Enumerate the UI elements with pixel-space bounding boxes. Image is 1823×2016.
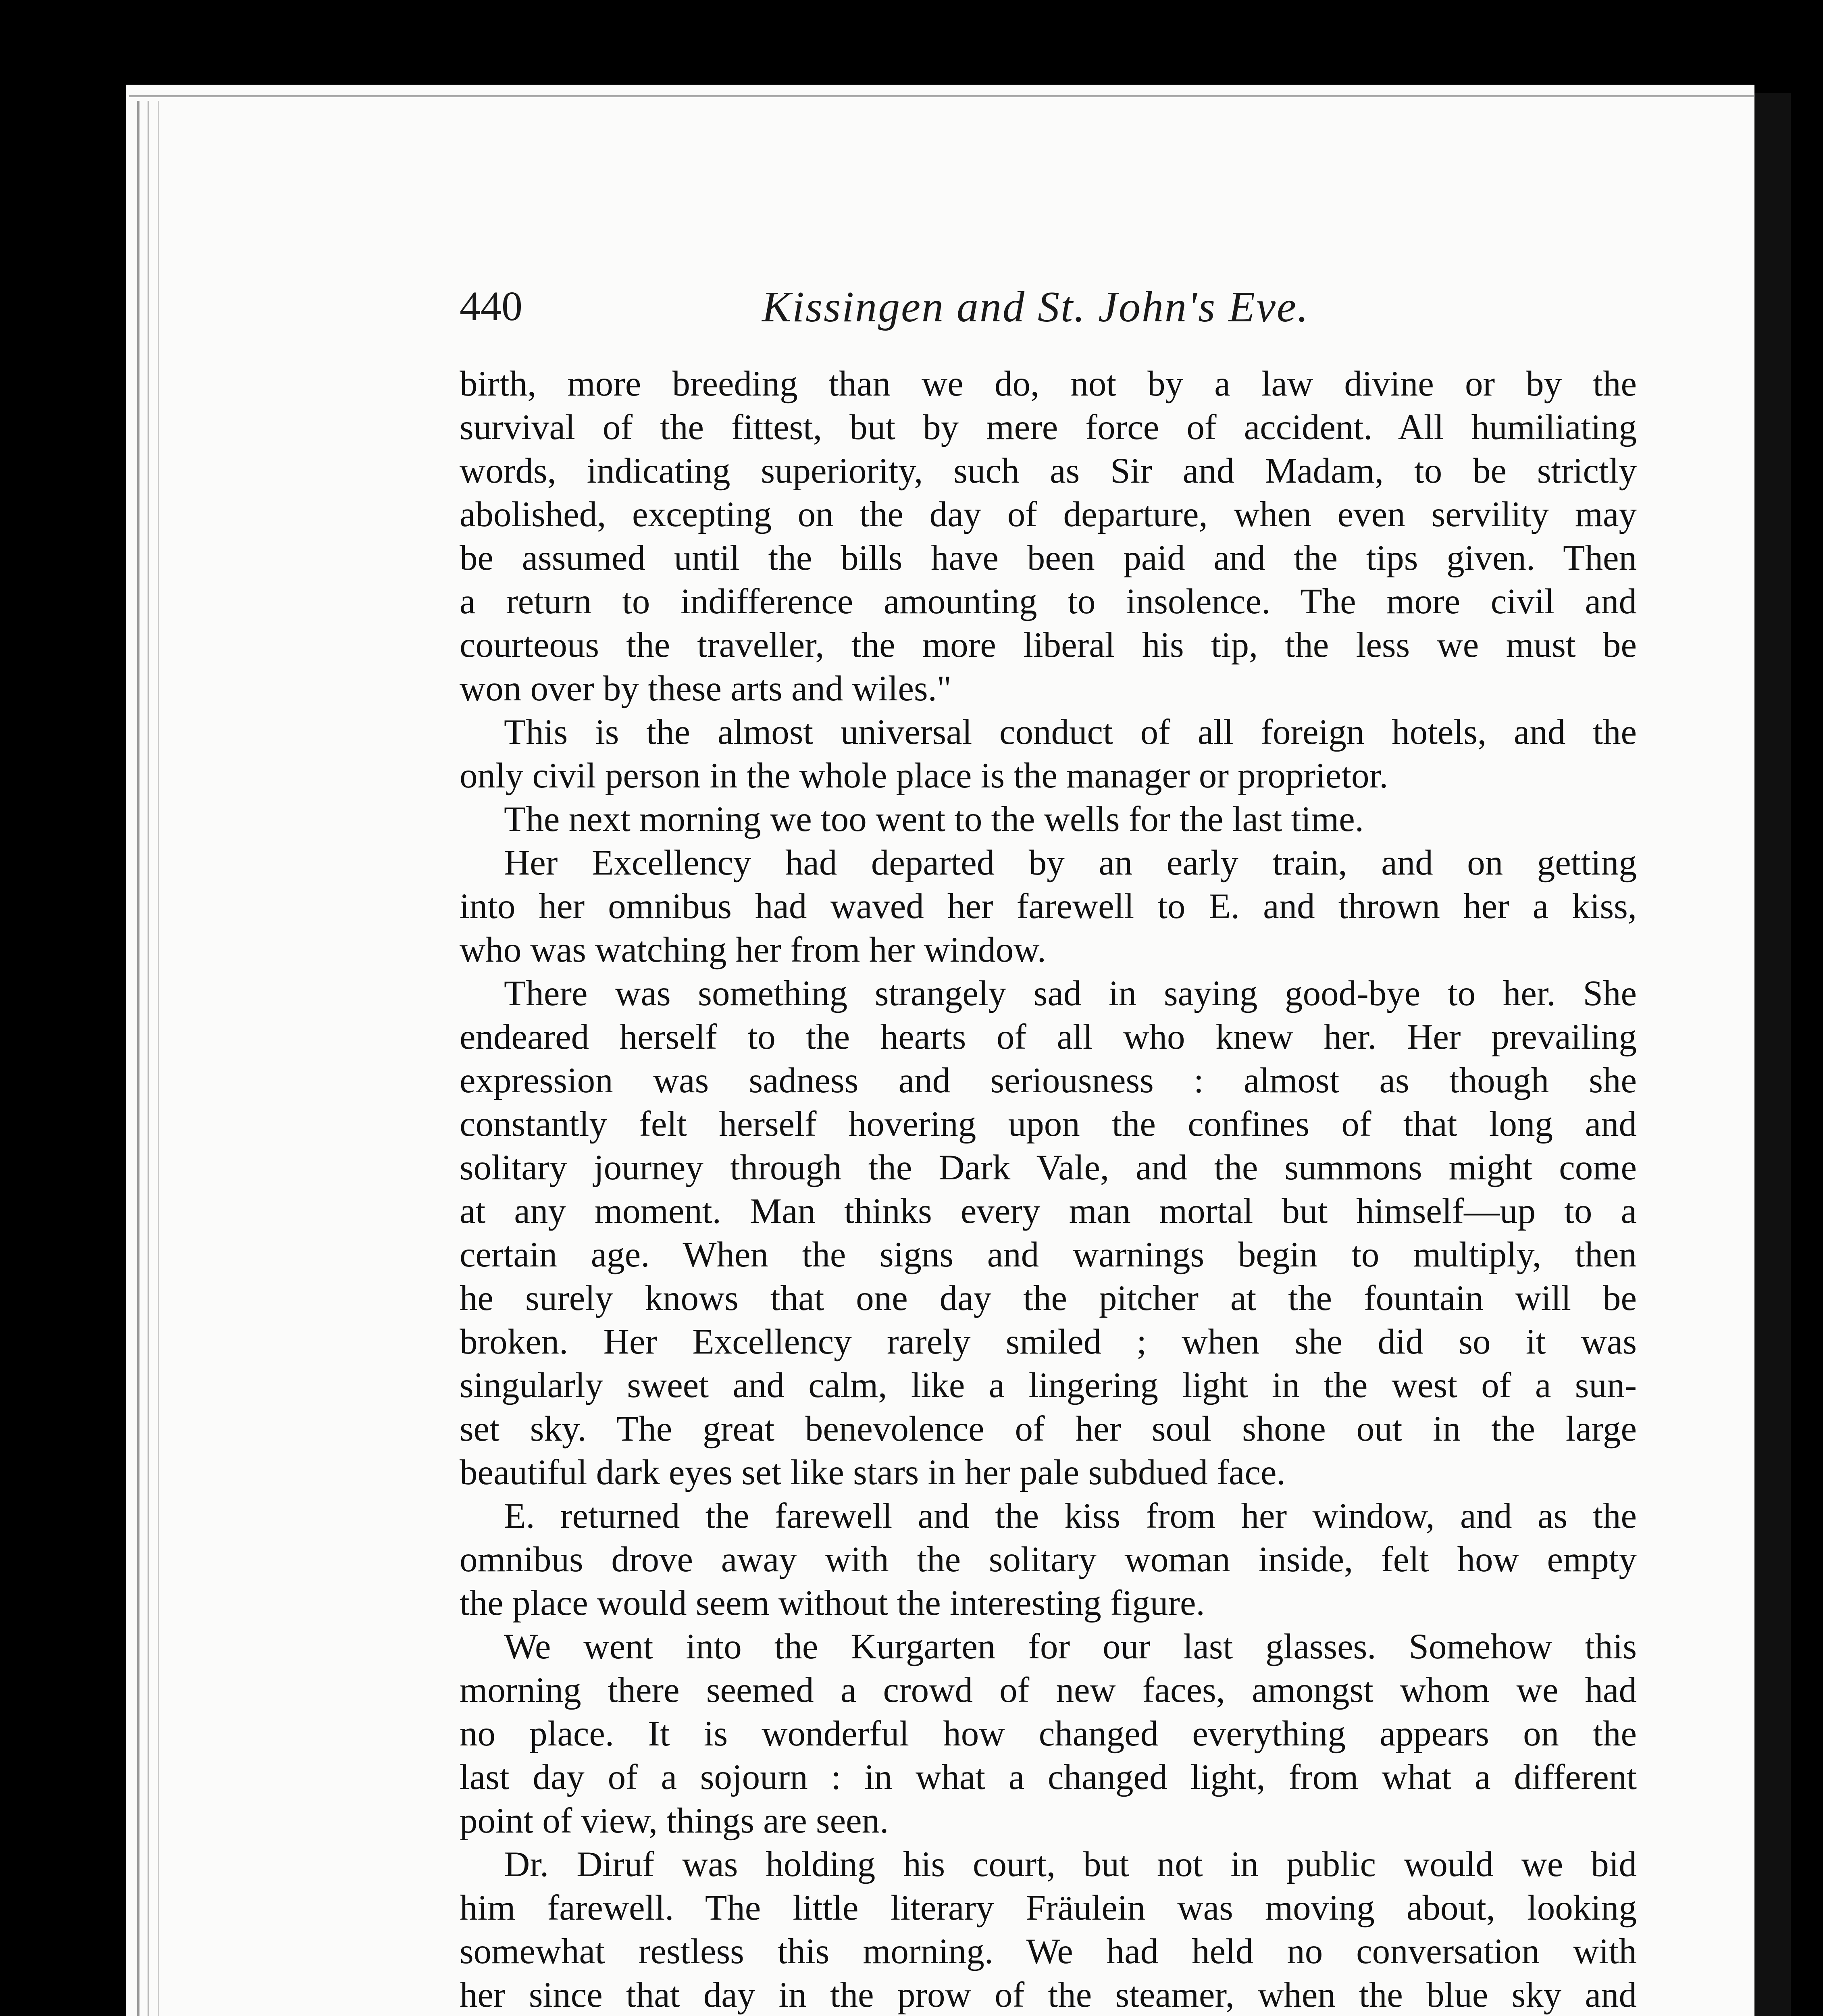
text-line: he surely knows that one day the pitcher at the fountain will be (460, 1279, 1637, 1318)
running-header (460, 278, 1641, 343)
book-spine-shadow (1754, 93, 1791, 2016)
page-left-edge (137, 101, 139, 2016)
page-top-edge (129, 95, 1754, 97)
text-line: The next morning we too went to the wells for the last time. (504, 800, 1364, 839)
page-left-edge-inner (148, 101, 149, 2016)
text-line: somewhat restless this morning. We had held no conversation with (460, 1932, 1637, 1971)
text-line: certain age. When the signs and warnings begin to multiply, then (460, 1235, 1637, 1275)
text-line: omnibus drove away with the solitary woman inside, felt how empty (460, 1540, 1637, 1579)
body-text (460, 362, 1637, 2016)
text-line: last day of a sojourn : in what a changed light, from what a different (460, 1758, 1637, 1797)
text-line: broken. Her Excellency rarely smiled ; when she did so it was (460, 1322, 1637, 1362)
text-line: E. returned the farewell and the kiss from her window, and as the (504, 1496, 1637, 1536)
text-line: into her omnibus had waved her farewell to E. and thrown her a kiss, (460, 887, 1637, 926)
text-line: singularly sweet and calm, like a lingering light in the west of a sun- (460, 1366, 1637, 1405)
text-line: point of view, things are seen. (460, 1801, 889, 1841)
text-line: This is the almost universal conduct of all foreign hotels, and the (504, 712, 1637, 752)
text-line: abolished, excepting on the day of departure, when even servility may (460, 495, 1637, 534)
text-line: courteous the traveller, the more liberal his tip, the less we must be (460, 625, 1637, 665)
text-line: no place. It is wonderful how changed everything appears on the (460, 1714, 1637, 1754)
text-line: who was watching her from her window. (460, 930, 1046, 970)
text-line: be assumed until the bills have been paid and the tips given. Then (460, 538, 1637, 578)
running-title: Kissingen and St. John's Eve. (762, 283, 1309, 331)
text-line: her since that day in the prow of the steamer, when the blue sky and (460, 1975, 1637, 2015)
page-left-edge-innermost (158, 101, 159, 2016)
text-line: solitary journey through the Dark Vale, and the summons might come (460, 1148, 1637, 1187)
text-line: We went into the Kurgarten for our last glasses. Somehow this (504, 1627, 1637, 1666)
text-line: survival of the fittest, but by mere force of accident. All humiliating (460, 408, 1637, 447)
text-line: him farewell. The little literary Fräulein was moving about, looking (460, 1888, 1637, 1928)
page-number: 440 (460, 283, 522, 329)
text-line: set sky. The great benevolence of her soul shone out in the large (460, 1409, 1637, 1449)
text-line: endeared herself to the hearts of all who knew her. Her prevailing (460, 1017, 1637, 1057)
text-line: a return to indifference amounting to insolence. The more civil and (460, 582, 1637, 621)
text-line: Dr. Diruf was holding his court, but not in public would we bid (504, 1845, 1637, 1884)
text-line: words, indicating superiority, such as Sir and Madam, to be strictly (460, 451, 1637, 491)
text-line: won over by these arts and wiles." (460, 669, 952, 708)
text-line: morning there seemed a crowd of new faces, amongst whom we had (460, 1670, 1637, 1710)
text-line: expression was sadness and seriousness : almost as though she (460, 1061, 1637, 1100)
text-line: at any moment. Man thinks every man mortal but himself—up to a (460, 1191, 1637, 1231)
text-line: There was something strangely sad in saying good-bye to her. She (504, 974, 1637, 1013)
text-line: constantly felt herself hovering upon the confines of that long and (460, 1104, 1637, 1144)
text-line: birth, more breeding than we do, not by a law divine or by the (460, 364, 1637, 404)
text-line: Her Excellency had departed by an early train, and on getting (504, 843, 1637, 883)
text-line: only civil person in the whole place is the manager or proprietor. (460, 756, 1388, 796)
text-line: beautiful dark eyes set like stars in her pale subdued face. (460, 1453, 1286, 1492)
text-line: the place would seem without the interesting figure. (460, 1583, 1205, 1623)
